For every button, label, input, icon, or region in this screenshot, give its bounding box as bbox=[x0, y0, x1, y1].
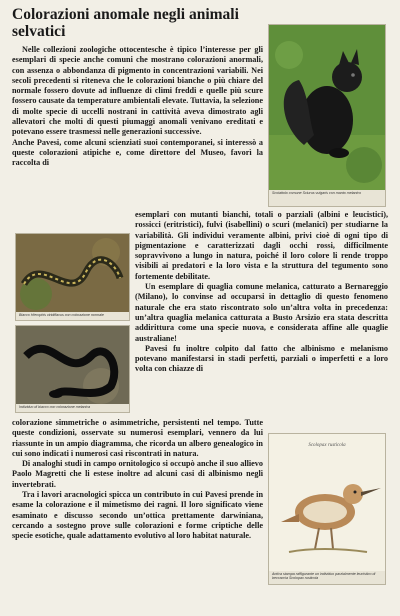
snake-melanic-caption: Individuo di biacco con colorazione melanica bbox=[19, 405, 91, 409]
text-block-bottom bbox=[12, 418, 263, 542]
paragraph-2b: esemplari con mutanti bianchi, totali o parziali (albini e leucistici), rossicci (eritristici), fulvi (isabellini) o scuri (melanici) per studiarne la variabilità. Gli individui veramente albini, privi cioè di ogni tipo di pigmentazione e caratterizzati dagli occhi rossi, difficilmente sopravvivono a lungo in natura, poiché il loro colore li rende troppo visibili ai predatori e la loro vista e la struttura del tegumento sono fortemente debilitate. bbox=[135, 210, 388, 281]
squirrel-photo bbox=[269, 25, 385, 190]
text-block-right bbox=[135, 210, 388, 375]
snake-melanic-photo bbox=[16, 326, 129, 404]
squirrel-caption: Scoiattolo comune Sciurus vulgaris con manto melanico bbox=[272, 191, 362, 195]
paragraph-6: Tra i lavori aracnologici spicca un contributo in cui Pavesi prende in esame la colorazione e il mimetismo dei ragni. Il loro significato viene esaminato e discusso secondo un’ottica prettamente darwiniana, cercando a sostegno prove sulle colorazioni e forme criptiche delle specie esotiche, quale adattamento evolutivo al loro habitat naturale. bbox=[12, 490, 263, 541]
text-block-top bbox=[12, 45, 263, 169]
figure-squirrel bbox=[268, 24, 386, 207]
paragraph-4b: colorazione simmetriche o asimmetriche, persistenti nel tempo. Tutte queste condizioni, osservate su numerosi esemplari, vennero da lui riassunte in un ampio diagramma, che ricorda un albero genealogico in cui sono indicati i numerosi casi riscontrati in natura. bbox=[12, 418, 263, 458]
paragraph-1: Nelle collezioni zoologiche ottocentesche è tipico l’interesse per gli esemplari di specie anche comuni che mostrano colorazioni anormali, con assenza o abbondanza di pigmento in concentrazioni variabili. Nei secoli precedenti si riteneva che le colorazioni bianche o più chiare del normale fossero dovute ad influenze di climi freddi e quelle più scure fossero causate da temperature ambientali elevate. Tuttavia, la selezione di molte specie di uccelli nostrani in cattività aveva dimostrato agli allevatori che molti di questi piumaggi anomali venivano ereditati e potevano essere trasmessi nelle generazioni successive. bbox=[12, 45, 263, 137]
plate-label: Scolopax rusticola bbox=[308, 443, 346, 448]
paragraph-3: Un esemplare di quaglia comune melanica, catturato a Bernareggio (Milano), lo convinse ad occuparsi in dettaglio di questo fenomeno naturale che era stato riscontrato solo un’altra volta in precedenza: un’altra quaglia melanica catturata a Busto Arsizio era stata descritta addirittura come una specie nuova, e considerata affine alle quaglie australiane! bbox=[135, 282, 388, 343]
paragraph-5: Di analoghi studi in campo ornitologico si occupò anche il suo allievo Paolo Magretti che li estese inoltre ad alcuni casi di albinismo negli invertebrati. bbox=[12, 459, 263, 489]
figure-snake-normal bbox=[15, 233, 130, 321]
bird-caption: Antica stampa raffigurante un individuo parzialmente leucistico di beccaccia Scolopax rusticola bbox=[272, 572, 376, 581]
article-title: Colorazioni anomale negli animali selvatici bbox=[12, 6, 239, 40]
figure-bird-plate bbox=[268, 433, 386, 585]
figure-snake-melanic bbox=[15, 325, 130, 413]
paragraph-4a: Pavesi fu inoltre colpito dal fatto che albinismo e melanismo potevano manifestarsi in stadi perfetti, parziali o imperfetti e a loro volta con chiazze di bbox=[135, 343, 388, 374]
snake-normal-photo bbox=[16, 234, 129, 312]
paragraph-2a: Anche Pavesi, come alcuni scienziati suoi contemporanei, si interessò a queste colorazioni atipiche e, come direttore del Museo, favorì la raccolta di bbox=[12, 137, 263, 168]
woodcock-plate bbox=[269, 434, 385, 571]
snake-normal-caption: Biacco Hierophis viridiflavus con colorazione normale bbox=[19, 313, 104, 317]
